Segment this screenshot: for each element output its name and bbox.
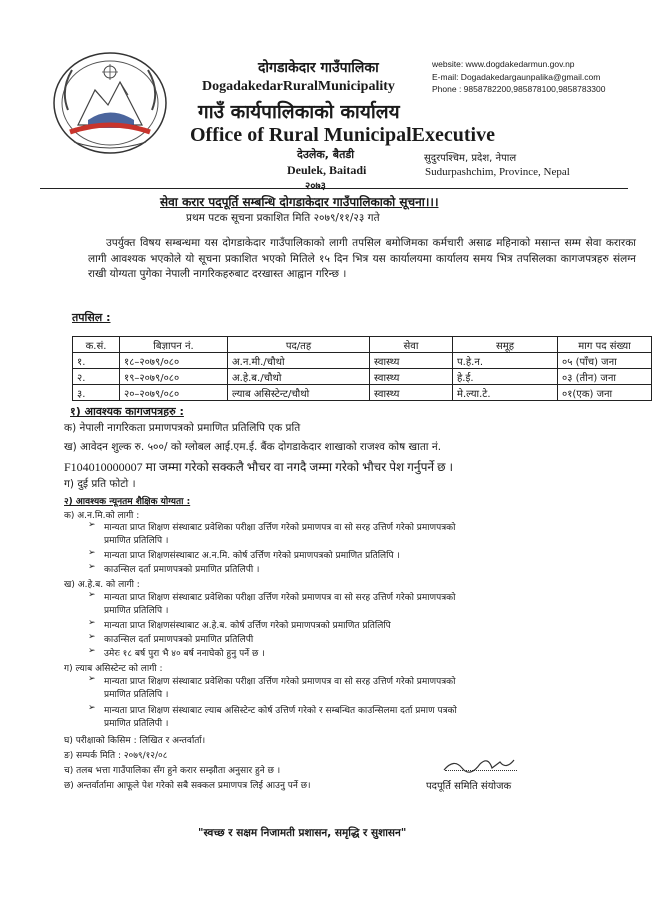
nepal-emblem-icon <box>50 50 170 156</box>
established-year: २०७३ <box>305 181 326 192</box>
table-header-row <box>73 337 652 353</box>
contact-block <box>432 58 605 96</box>
address-np: देउलेक, बैतडी <box>297 148 355 161</box>
aheb-bullet-3: काउन्सिल दर्ता प्रमाणपत्रको प्रमाणित प्रतिलिपी <box>104 635 254 645</box>
bullet-arrow-icon: ➢ <box>88 520 96 530</box>
address-en: Deulek, Baitadi <box>287 163 367 177</box>
table-cell: १८–२०७९/०८० <box>120 353 228 369</box>
aheb-bullet-1: मान्यता प्राप्त शिक्षण संस्थाबाट प्रवेशिका परीक्षा उर्त्तिण गरेको प्रमाणपत्र वा सो सरह उत्तिर्ण गरेको प्रमाणपत्रको <box>104 593 456 603</box>
lab-bullet-2b: प्रमाणित प्रतिलिपी । <box>104 719 169 729</box>
table-cell: ०१(एक) जना <box>558 385 652 401</box>
anami-bullet-1: मान्यता प्राप्त शिक्षण संस्थाबाट प्रवेशिका परीक्षा उर्त्तिण गरेको प्रमाणपत्र वा सो सरह उत्तिर्ण गरेको प्रमाणपत्रको <box>104 523 456 533</box>
tapsil-label: तपसिल : <box>72 311 111 324</box>
bullet-arrow-icon: ➢ <box>88 548 96 558</box>
signature-line <box>445 770 517 771</box>
email-link[interactable]: E-mail: Dogadakedargaunpalika@gmail.com <box>432 71 601 82</box>
doc-item-kha-2: F104010000007 मा जम्मा गरेको सक्कलै भौचर वा नगदै जम्मा गरेको भौचर पेश गर्नुपर्ने छ । <box>64 460 454 474</box>
table-cell: स्वास्थ्य <box>370 353 453 369</box>
interview-note: छ) अन्तर्वार्तामा आफूले पेश गरेको सबै सक्कल प्रमाणपत्र लिई आउनु पर्ने छ। <box>64 781 311 791</box>
table-cell: २. <box>73 369 120 385</box>
table-cell: ०५ (पाँच) जना <box>558 353 652 369</box>
bullet-arrow-icon: ➢ <box>88 703 96 713</box>
anami-bullet-1b: प्रमाणित प्रतिलिपि । <box>104 536 169 546</box>
bullet-arrow-icon: ➢ <box>88 674 96 684</box>
table-cell: स्वास्थ्य <box>370 369 453 385</box>
office-name-np: गाउँ कार्यपालिकाको कार्यालय <box>198 101 400 123</box>
bullet-arrow-icon: ➢ <box>88 590 96 600</box>
province-np: सुदुरपश्चिम, प्रदेश, नेपाल <box>424 153 517 164</box>
anami-bullet-3: काउन्सिल दर्ता प्रमाणपत्रको प्रमाणित प्रतिलिपी । <box>104 565 260 575</box>
lab-label: ग) ल्याब असिस्टेन्ट को लागी : <box>64 664 163 674</box>
header-divider <box>40 188 628 189</box>
notice-body <box>88 236 636 283</box>
table-cell: हे.ई. <box>453 369 558 385</box>
table-cell: २०–२०७९/०८० <box>120 385 228 401</box>
doc-item-ga: ग) दुई प्रति फोटो । <box>64 478 136 490</box>
table-header-cell: माग पद संख्या <box>558 337 652 353</box>
notice-title: सेवा करार पदपूर्ति सम्बन्धि दोगडाकेदार गाउँपालिकाको सूचना।।। <box>160 195 439 209</box>
lab-bullet-1: मान्यता प्राप्त शिक्षण संस्थाबाट प्रवेशिका परीक्षा उर्त्तिण गरेको प्रमाणपत्र वा सो सरह उत्तिर्ण गरेको प्रमाणपत्रको <box>104 677 456 687</box>
website-link[interactable]: website: www.dogdakedarmun.gov.np <box>432 59 575 69</box>
aheb-bullet-4: उमेरः १८ बर्ष पुरा भै ४० बर्ष ननाघेको हुनु पर्ने छ । <box>104 649 265 659</box>
aheb-label: ख) अ.हे.ब. को लागी : <box>64 580 140 590</box>
lab-bullet-2: मान्यता प्राप्त शिक्षण संस्थाबाट ल्याब असिस्टेन्ट कोर्ष उत्तिर्ण गरेको र सम्बन्धित काउन्सिलमा दर्ता प्रमाण पत्रको <box>104 706 457 716</box>
table-row <box>73 385 652 401</box>
qualifications-heading: २) आवश्यक न्यूनतम शैक्षिक योग्यता : <box>64 497 191 507</box>
table-row <box>73 353 652 369</box>
bullet-arrow-icon: ➢ <box>88 632 96 642</box>
salary-note: च) तलब भत्ता गाउँपालिका सँग हुने करार सम्झौता अनुसार हुने छ । <box>64 766 281 776</box>
notice-subtitle: प्रथम पटक सूचना प्रकाशित मिति २०७९/११/२३ गते <box>186 212 380 224</box>
table-header-cell: बिज्ञापन नं. <box>120 337 228 353</box>
table-cell: ल्याब असिस्टेन्ट/चौथो <box>228 385 370 401</box>
table-cell: ०३ (तीन) जना <box>558 369 652 385</box>
table-header-cell: क.सं. <box>73 337 120 353</box>
table-row <box>73 369 652 385</box>
bullet-arrow-icon: ➢ <box>88 646 96 656</box>
signature-label: पदपूर्ति समिति संयोजक <box>426 781 512 792</box>
table-header-cell: समूह <box>453 337 558 353</box>
table-cell: १९–२०७९/०८० <box>120 369 228 385</box>
province-en: Sudurpashchim, Province, Nepal <box>425 166 570 178</box>
exam-type: घ) परीक्षाको किसिम : लिखित र अन्तर्वार्ता। <box>64 736 206 746</box>
anami-bullet-2: मान्यता प्राप्त शिक्षणसंस्थाबाट अ.न.मि. कोर्ष उर्त्तिण गरेको प्रमाणपत्रको प्रमाणित प्रतिलिपि । <box>104 551 400 561</box>
aheb-bullet-1b: प्रमाणित प्रतिलिपि । <box>104 606 169 616</box>
vacancy-table <box>72 336 652 401</box>
table-header-cell: पद/तह <box>228 337 370 353</box>
doc-item-ka: क) नेपाली नागरिकता प्रमाणपत्रको प्रमाणित प्रतिलिपि एक प्रति <box>64 422 301 434</box>
bullet-arrow-icon: ➢ <box>88 562 96 572</box>
table-header-cell: सेवा <box>370 337 453 353</box>
lab-bullet-1b: प्रमाणित प्रतिलिपि । <box>104 690 169 700</box>
table-cell: स्वास्थ्य <box>370 385 453 401</box>
notice-body-text: उपर्युक्त विषय सम्बन्धमा यस दोगडाकेदार गाउँपालिकाको लागी तपसिल बमोजिमका कर्मचारी असाढ महिनाको मसान्त सम्म सेवा करारका लागी आवश्यक भएकोले यो सूचना प्रकाशित भएको मितिले १५ दिन भित्र यस कार्यालयमा कार्यालय समय भित्र तपसिलका कागजपत्रहरु संलग्न राखी योग्यता पुगेका नेपाली नागरिकहरुबाट दरखास्त आह्वान गरिन्छ । <box>88 237 636 280</box>
bullet-arrow-icon: ➢ <box>88 618 96 628</box>
phone-text: Phone : 9858782200,985878100,9858783300 <box>432 84 606 94</box>
municipality-name-np: दोगडाकेदार गाउँपालिका <box>258 60 379 76</box>
anami-label: क) अ.न.मि.को लागी : <box>64 511 140 521</box>
office-name-en: Office of Rural MunicipalExecutive <box>190 124 495 146</box>
aheb-bullet-2: मान्यता प्राप्त शिक्षणसंस्थाबाट अ.हे.ब. कोर्ष उर्त्तिण गरेको प्रमाणपत्रको प्रमाणित प्रतिलिपि <box>104 621 391 631</box>
table-cell: अ.हे.ब./चौथो <box>228 369 370 385</box>
table-cell: अ.न.मी./चौथो <box>228 353 370 369</box>
footer-motto: "स्वच्छ र सक्षम निजामती प्रशासन, समृद्धि र सुशासन" <box>198 827 407 839</box>
table-cell: १. <box>73 353 120 369</box>
table-cell: मे.ल्या.टे. <box>453 385 558 401</box>
documents-heading: १) आवश्यक कागजपत्रहरु : <box>70 405 184 418</box>
contact-date: ङ) सम्पर्क मिति : २०७९/१२/०८ <box>64 751 168 761</box>
table-cell: ३. <box>73 385 120 401</box>
municipality-name-en: DogadakedarRuralMunicipality <box>202 79 395 94</box>
signature-scribble-icon <box>440 754 520 776</box>
doc-item-kha-1: ख) आवेदन शुल्क रु. ५००/ को ग्लोबल आई.एम.ई. बैंक दोगडाकेदार शाखाको राजश्व कोष खाता नं. <box>64 441 442 453</box>
table-cell: प.हे.न. <box>453 353 558 369</box>
